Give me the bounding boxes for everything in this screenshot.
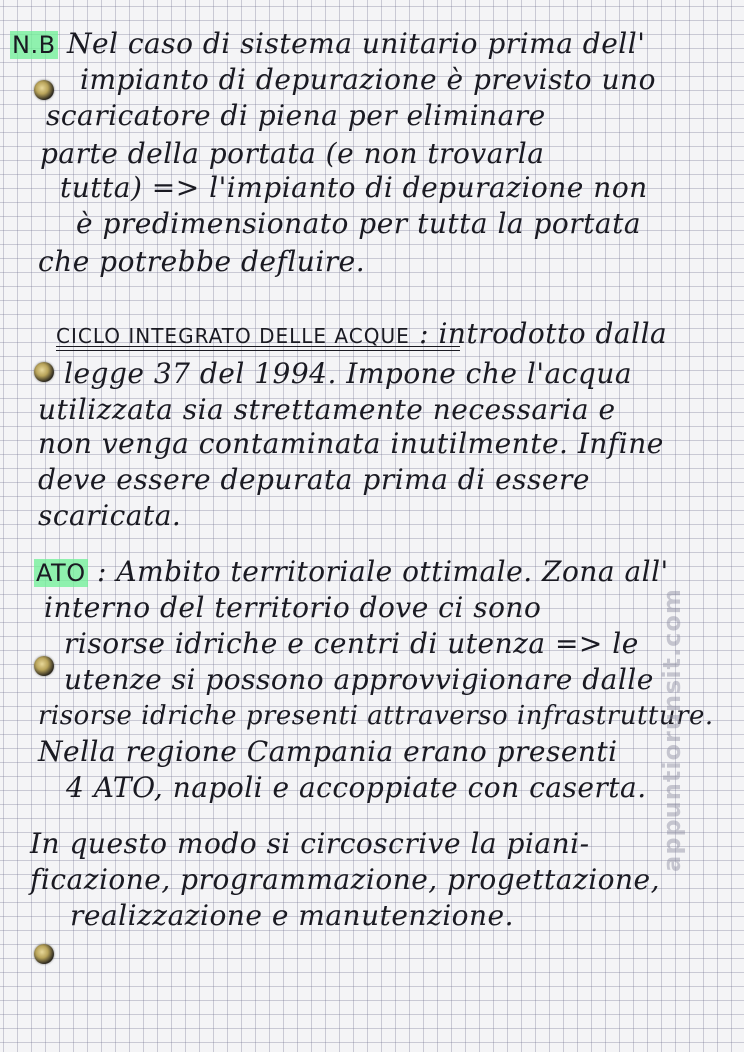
ato-first-line-rest: : Ambito territoriale ottimale. Zona all'	[97, 555, 669, 588]
watermark	[612, 540, 732, 920]
ciclo-line-5: scaricata.	[38, 499, 182, 532]
note-line-4: parte della portata (e non trovarla	[40, 137, 545, 170]
binder-hole-4	[34, 944, 54, 964]
binder-hole-1	[34, 80, 54, 100]
note-line-6: è predimensionato per tutta la portata	[76, 207, 642, 240]
note-line-7: che potrebbe defluire.	[38, 245, 366, 278]
ciclo-line-2: utilizzata sia strettamente necessaria e	[38, 393, 616, 426]
ato-line-9: ficazione, programmazione, progettazione,	[30, 863, 661, 896]
ato-line-6: Nella regione Campania erano presenti	[38, 735, 618, 768]
watermark-text: appuntiorunsit.com	[658, 588, 686, 872]
ciclo-heading-rest: : introdotto dalla	[419, 317, 668, 350]
note-text-1: Nel caso di sistema unitario prima dell'	[66, 27, 646, 60]
ato-line-3: risorse idriche e centri di utenza => le	[64, 627, 639, 660]
ato-line-10: realizzazione e manutenzione.	[70, 899, 515, 932]
ato-tag: ATO	[36, 559, 86, 587]
heading-underline	[56, 346, 460, 351]
binder-hole-3	[34, 656, 54, 676]
ato-line-8: In questo modo si circoscrive la piani-	[30, 827, 590, 860]
nb-tag: N.B	[12, 31, 56, 59]
note-line-2: impianto di depurazione è previsto uno	[80, 63, 656, 96]
note-line-3: scaricatore di piena per eliminare	[46, 99, 546, 132]
note-line-5: tutta) => l'impianto di depurazione non	[60, 171, 648, 204]
binder-hole-2	[34, 362, 54, 382]
ciclo-line-1: legge 37 del 1994. Impone che l'acqua	[64, 357, 633, 390]
ato-line-7: 4 ATO, napoli e accoppiate con caserta.	[66, 771, 647, 804]
ato-line-5: risorse idriche presenti attraverso infrastrutture.	[38, 701, 714, 731]
ato-line-2: interno del territorio dove ci sono	[44, 591, 542, 624]
ciclo-heading: CICLO INTEGRATO DELLE ACQUE	[56, 324, 410, 348]
ato-line-4: utenze si possono approvvigionare dalle	[64, 663, 654, 696]
note-line-1	[10, 28, 645, 61]
ato-line-1	[34, 556, 669, 589]
ciclo-line-3: non venga contaminata inutilmente. Infine	[38, 427, 664, 460]
ciclo-line-4: deve essere depurata prima di essere	[38, 463, 590, 496]
